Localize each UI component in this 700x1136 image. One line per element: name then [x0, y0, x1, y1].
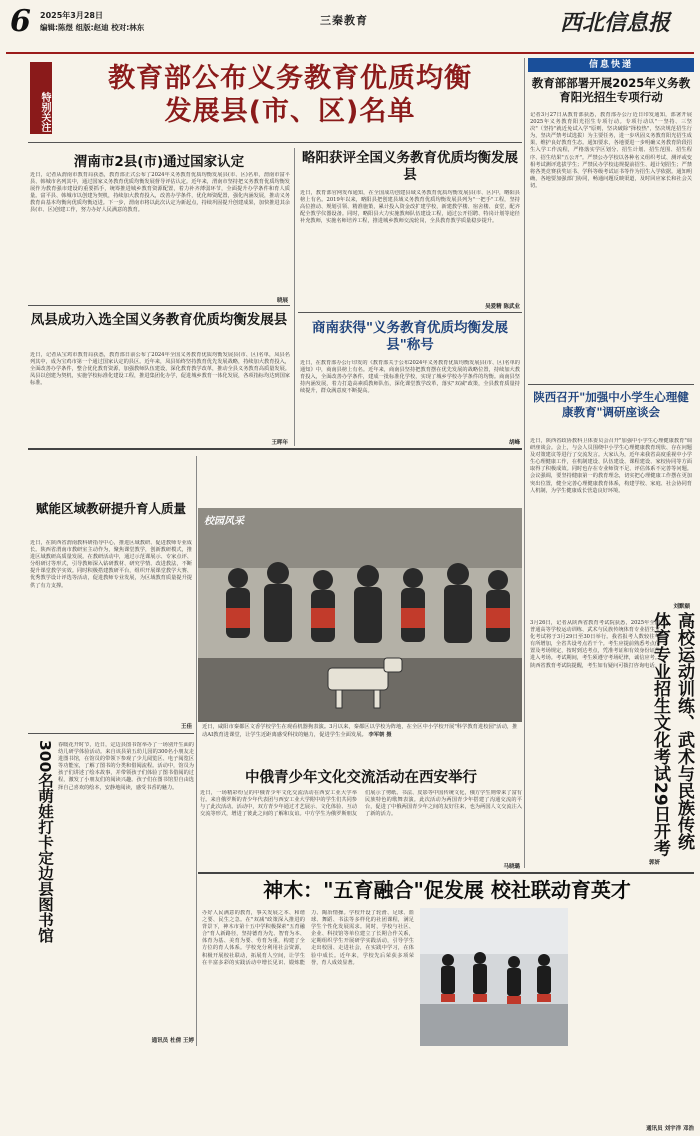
photo-credit: 李军朝 摄: [368, 731, 392, 738]
mid-rule-top: [294, 148, 295, 446]
brief-divider: [528, 384, 694, 385]
editor-credits: 编辑:陈煜 组版:赵迪 校对:林东: [40, 23, 145, 32]
shangnan-byline: 胡峰: [508, 440, 520, 446]
sports-body: 3月26日，记者从陕西省教育考试院获悉，2025年全国普通高等学校运动训练、武术与民族传统体育专业招生文化考试将于3月29日至30日举行。我省报考人数较往年有所增加，全省共设考点若干个。考生应提前熟悉考点位置及考场规定，按时到达考点，凭准考证和有效身份证件进入考场。考试期间，考生须遵守考场纪律，诚信应考。陕西省教育考试院提醒，考生如有疑问可拨打咨询电话。: [530, 620, 660, 669]
newspaper-masthead: 西北信息报: [560, 10, 671, 36]
sports-title: 高校运动训练、武术与民族传统体育专业招生文化考试29日开考: [650, 612, 694, 857]
right-column-rule: [524, 58, 525, 868]
section-name: 三秦教育: [320, 14, 368, 27]
campus-photo-illustration: [198, 508, 522, 722]
shangnan-body: 近日，在教育部办公厅印发的《教育部关于公布2024年义务教育优质均衡发展县(市、区)名单的通知》中，商南县榜上有名。近年来，商南县坚持把教育摆在优先发展的战略位置，持续加大教育投入，全面改善办学条件，建成一批标准化学校，实现了城乡学校办学条件的均衡。商南县坚持内涵发展，着力打造高素质教师队伍，深化课堂教学改革，落实"双减"政策，全县教育质量持续提升，群众满意度不断提高。: [300, 360, 520, 395]
main-headline-line1: 教育部公布义务教育优质均衡: [108, 63, 472, 94]
skating-photo: [420, 908, 568, 1046]
lueyang-byline: 吴爱精 陈武业: [485, 304, 520, 310]
photo-caption-text: 近日，咸阳市秦都区文香学校学生在观看机器狗表演。3月以来，秦都区以学校为阵地，在全区中小学校开展"科学教育进校园"活动，推动AI教育进课堂，让学生近距离感受科技的魅力，促进学生全面发展。: [202, 724, 518, 738]
divider-3: [28, 733, 194, 734]
page-number: 6: [10, 4, 31, 39]
brief-1-title: 教育部部署开展2025年义务教育阳光招生专项行动: [531, 76, 691, 104]
section-rule: [28, 448, 522, 450]
lead-divider: [28, 142, 522, 143]
campus-photo: [198, 508, 522, 722]
photo-column-label: 校园风采: [204, 516, 244, 527]
weinan-byline: 晓展: [276, 298, 288, 304]
fengxian-byline: 王晖年: [271, 440, 288, 446]
skating-photo-illustration: [420, 908, 568, 1046]
exchange-title: 中俄青少年文化交流活动在西安举行: [245, 770, 477, 786]
brief-2-title: 陕西召开"加强中小学生心理健康教育"调研座谈会: [533, 390, 689, 419]
left-column-rule: [196, 456, 197, 1046]
weinan-title: 渭南市2县(市)通过国家认定: [73, 154, 245, 170]
empower-byline: 王佳: [180, 724, 192, 730]
books-byline: 通讯员 杜倩 王婷: [151, 1038, 194, 1044]
empower-title: 赋能区域教研提升育人质量: [35, 501, 186, 516]
main-headline: [62, 62, 518, 128]
brief-1-body: 记者3月27日从教育部获悉，教育部办公厅近日印发通知，部署开展2025年义务教育阳光招生专项行动。专项行动以"一坚持、三坚决"（坚持"就近免试入学"原则，坚决破除"择校热"，坚决规范招生行为，坚决严禁考试选拔）为主要任务，进一步巩固义务教育阳光招生成果，维护良好教育生态。通知要求，各地要进一步明确义务教育阶段招生入学工作流程，严格落实学区划分、招生计划、招生范围、招生程序、招生结果"五公开"。严禁公办学校以各种名义组织考试、测评或变相考试测评选拔学生；严禁民办学校违规提前招生、超计划招生；严禁将各类竞赛获奖证书、学科等级考试证书等作为招生入学依据。通知明确，各地要加强部门协同，畅通问题反映渠道，及时回应家长和社会关切。: [530, 112, 692, 189]
publication-date: 2025年3月28日: [40, 11, 103, 20]
exchange-body: 近日，一场精彩纷呈的中俄青少年文化交流活动在西安工业大学举行。来自俄罗斯的青少年代表团与西安工业大学附中的学生们共同参与了此次活动。活动中，双方青少年通过才艺展示、文化体验、互动交流等形式，增进了彼此之间的了解和友谊。中方学生为俄罗斯朋友们展示了剪纸、书法、皮影等中国传统文化，俄方学生则带来了富有民族特色的歌舞表演。此次活动为两国青少年搭建了沟通交流的平台，促进了中俄两国青少年之间的友好往来，也为两国人文交流注入了新的活力。: [200, 790, 522, 818]
fengxian-title: 凤县成功入选全国义务教育优质均衡发展县: [30, 312, 288, 328]
shenmu-byline: 通讯员 刘宇洋 邓浩: [646, 1126, 694, 1132]
brief-section-header: 信息快递: [528, 58, 694, 72]
empower-body: 近日，在陕西省渭南教科研指导中心，推进区域教研、促进教师专业成长。陕西省渭南市教研室主动作为，聚焦课堂教学，创新教研模式，推进区域教研高质量发展。在教研活动中，通过示范课展示、专家点评、分组研讨等形式，引导教师深入钻研教材、研究学情、改进教法，不断提升课堂教学实效。同时积极搭建教研平台，组织开展课堂教学大赛、优秀教学设计评选等活动，促进教师专业发展，为区域教育质量提升提供了有力支撑。: [30, 540, 192, 589]
shenmu-body: 办好人民满意的教育，事关发展之本、和谐之要、民生之急。在"双减"政策深入推进的背景下，神木市第十五中学积极探索"五育融合"育人新路径，坚持德育为先、智育为本、体育为基、美育为要、劳育为重，构建了全方位的育人体系。学校充分利用社会资源，积极开展校社联动，拓展育人空间，让学生在丰富多彩的实践活动中增长见识、锻炼能力、陶冶情操。学校开设了轮滑、足球、篮球、舞蹈、书法等多样化的社团课程，满足学生个性化发展需求。同时，学校与社区、企业、科技馆等单位建立了长期合作关系，定期组织学生开展研学实践活动，引导学生走出校园、走进社会，在实践中学习，在体验中成长。近年来，学校先后荣获多项荣誉，育人成效显著。: [202, 910, 414, 966]
weinan-body: 近日，记者从渭南市教育局获悉，教育部正式公布了2024年义务教育优质均衡发展县(市、区)名单，渭南市富平县、韩城市名列其中，通过国家义务教育优质均衡发展督导评估认定。近年来，渭南市坚持把义务教育优质均衡发展作为教育强市建设的重要抓手，统筹推进城乡教育资源配置，着力补齐薄弱环节，全面提升办学条件和育人质量。富平县、韩城市以创建为契机，持续加大教育投入，改善办学条件，优化师资配置，强化内涵发展，推动义务教育由基本均衡向优质均衡迈进。下一步，渭南市将以此次认定为新起点，持续巩固提升创建成果，加快推进其余县(市、区)创建工作，努力办好人民满意的教育。: [30, 172, 290, 214]
shenmu-body-right: [572, 910, 694, 1120]
brief-2-body: 近日，陕西省政协教科卫体委员会召开"加强中小学生心理健康教育"调研座谈会。会上，与会人员围绕中小学生心理健康教育现状、存在问题及对策建议等进行了交流发言。大家认为，近年来我省高度重视中小学生心理健康工作，在机制建设、队伍建设、课程建设、家校协同等方面取得了积极成效。同时也存在专业师资不足、评估体系不完善等问题。会议强调，要坚持健康第一的教育理念，切实把心理健康工作摆在更加突出位置，健全完善心理健康教育体系，构建学校、家庭、社会协同育人机制，为学生健康成长营造良好环境。: [530, 438, 692, 494]
exchange-byline: 马晓璐: [503, 864, 520, 870]
bottom-section-rule: [198, 872, 694, 874]
sports-byline: 郭妍: [648, 860, 660, 866]
divider-1: [28, 305, 290, 306]
shangnan-title: 商南获得"义务教育优质均衡发展县"称号: [311, 320, 509, 353]
header-rule: [6, 52, 694, 54]
lueyang-title: 略阳获评全国义务教育优质均衡发展县: [302, 150, 518, 183]
books-title: 300名萌娃打卡定边县图书馆: [36, 740, 54, 943]
photo-caption: [198, 722, 522, 754]
lueyang-body: 近日，教育部官网发布通知，在全国成功创建县域义务教育优质均衡发展县(市、区)中，略阳县榜上有名。2019年以来，略阳县把创建县域义务教育优质均衡发展县列为"一把手"工程，坚持高位推动、规划引领、精准施策，累计投入资金改扩建学校，新建教学楼、宿舍楼、食堂，配齐配全教学仪器设备。同时，略阳县大力实施教师队伍建设工程，通过公开招聘、特岗计划等途径补充教师，实施名师培养工程，推进城乡教师交流轮岗，全县教育教学质量稳步提升。: [300, 190, 520, 225]
brief-2-byline: 刘默颐: [673, 604, 690, 610]
books-body: 春暖花开时节，近日，定边县图书馆举办了一场别开生面的幼儿研学体验活动。来自该县第五幼儿园的300名小朋友走进图书馆，在馆员的带领下参观了少儿阅览区、电子阅览区等功能室，了解了图书的分类和借阅流程。活动中，馆员为孩子们讲述了绘本故事，并带领孩子们体验了图书借阅的过程，激发了小朋友们的阅读兴趣。孩子们在图书馆里自由选择自己喜欢的绘本，安静地阅读，感受书香的魅力。: [58, 742, 194, 791]
main-headline-line2: 发展县(市、区)名单: [164, 96, 416, 127]
special-focus-tag: 特别关注: [30, 62, 52, 134]
fengxian-body: 近日，记者从宝鸡市教育局获悉，教育部日前公布了2024年全国义务教育优质均衡发展县(市、区)名单，凤县名列其中，成为宝鸡市第一个通过国家认定的县区。近年来，凤县始终坚持教育优先发展战略，持续加大教育投入，全面改善办学条件，整合优化教育资源，加强教师队伍建设，深化教育教学改革，推动全县义务教育高质量发展。凤县以创建为契机，实施学校标准化建设工程，推进集团化办学，促进城乡教育一体化发展，各项指标均达到国家标准。: [30, 352, 290, 387]
shenmu-title: 神木："五育融合"促发展 校社联动育英才: [263, 878, 631, 902]
divider-2: [298, 312, 522, 313]
